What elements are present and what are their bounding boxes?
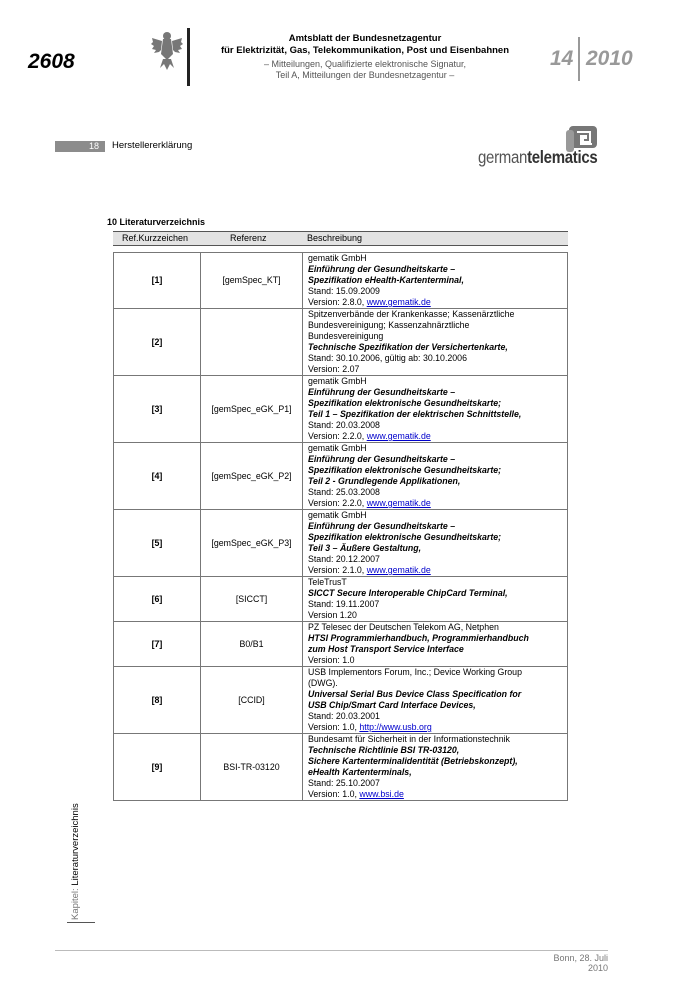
footer-divider: [55, 950, 608, 951]
description-line: [308, 387, 567, 398]
description-text: Bundesamt für Sicherheit in der Informationstechnik: [308, 734, 510, 744]
description-line: [308, 331, 567, 342]
description-line: [308, 633, 567, 644]
table-row: [114, 309, 568, 376]
description-text: TeleTrusT: [308, 577, 347, 587]
description: [303, 443, 568, 510]
description: [303, 253, 568, 309]
description-line: [308, 543, 567, 554]
description-text: gematik GmbH: [308, 510, 367, 520]
description-line: [308, 767, 567, 778]
table-row: [114, 443, 568, 510]
description-line: [308, 364, 567, 375]
description: [303, 309, 568, 376]
table-row: [114, 253, 568, 309]
reference-link[interactable]: www.gematik.de: [366, 297, 431, 307]
description-line: [308, 734, 567, 745]
section-label: Herstellererklärung: [112, 140, 193, 151]
description-line: [308, 398, 567, 409]
column-header-ref: Ref.Kurzzeichen: [122, 233, 189, 243]
description-text: Bundesvereinigung: [308, 331, 384, 341]
description-text: PZ Telesec der Deutschen Telekom AG, Netphen: [308, 622, 499, 632]
table-row: [114, 734, 568, 801]
description-line: [308, 320, 567, 331]
description-line: [308, 655, 567, 666]
description-text: Einführung der Gesundheitskarte –: [308, 387, 456, 397]
description-line: [308, 778, 567, 789]
description-line: [308, 678, 567, 689]
reference-link[interactable]: www.bsi.de: [359, 789, 404, 799]
description-text: SICCT Secure Interoperable ChipCard Terminal,: [308, 588, 508, 598]
gazette-subtitle-line-2: Teil A, Mitteilungen der Bundesnetzagentur –: [275, 70, 455, 80]
gazette-title-line-1: Amtsblatt der Bundesnetzagentur: [288, 33, 442, 44]
description-text: Version: 1.0,: [308, 722, 360, 732]
description-line: [308, 342, 567, 353]
description-line: [308, 454, 567, 465]
description: [303, 376, 568, 443]
logo-text-bold: telematics: [527, 148, 598, 168]
description-line: [308, 711, 567, 722]
federal-eagle-icon: [150, 30, 184, 72]
description-text: Technische Richtlinie BSI TR-03120,: [308, 745, 460, 755]
description-line: [308, 722, 567, 733]
description-text: USB Implementors Forum, Inc.; Device Working Group: [308, 667, 522, 677]
issue-number: 14: [550, 47, 574, 70]
description-line: [308, 487, 567, 498]
description-line: [308, 521, 567, 532]
ref-short-code: [2]: [114, 309, 201, 376]
description: [303, 622, 568, 667]
description-line: [308, 554, 567, 565]
description-line: [308, 599, 567, 610]
gazette-subtitle-line-1: – Mitteilungen, Qualifizierte elektronische Signatur,: [263, 59, 467, 69]
description-text: Universal Serial Bus Device Class Specification for: [308, 689, 522, 699]
description-text: Stand: 20.03.2008: [308, 420, 380, 430]
description-text: Technische Spezifikation der Versichertenkarte,: [308, 342, 508, 352]
ref-short-code: [4]: [114, 443, 201, 510]
description-line: [308, 465, 567, 476]
section-heading: 10 Literaturverzeichnis: [107, 217, 206, 227]
description-text: zum Host Transport Service Interface: [308, 644, 464, 654]
table-header: [113, 231, 568, 246]
description-text: Version 1.20: [308, 610, 357, 620]
description-line: [308, 510, 567, 521]
description-text: USB Chip/Smart Card Interface Devices,: [308, 700, 476, 710]
description-text: eHealth Kartenterminals,: [308, 767, 412, 777]
description-text: Version: 2.07: [308, 364, 360, 374]
issue-divider: [578, 37, 580, 81]
description-line: [308, 409, 567, 420]
description-line: [308, 443, 567, 454]
reference-key: [gemSpec_eGK_P3]: [201, 510, 303, 577]
description-text: Version: 2.2.0,: [308, 498, 367, 508]
description-line: [308, 286, 567, 297]
description-line: [308, 532, 567, 543]
description-text: Einführung der Gesundheitskarte –: [308, 264, 456, 274]
description-text: Stand: 20.12.2007: [308, 554, 380, 564]
issue-year: 2010: [586, 47, 633, 70]
description-text: gematik GmbH: [308, 376, 367, 386]
description-line: [308, 264, 567, 275]
ref-short-code: [9]: [114, 734, 201, 801]
chapter-label: [70, 803, 81, 920]
description-text: Stand: 20.03.2001: [308, 711, 380, 721]
ref-short-code: [5]: [114, 510, 201, 577]
ref-short-code: [6]: [114, 577, 201, 622]
description-text: Bundesvereinigung; Kassenzahnärztliche: [308, 320, 470, 330]
literature-table: [113, 252, 568, 801]
reference-key: [gemSpec_eGK_P1]: [201, 376, 303, 443]
description-line: [308, 420, 567, 431]
ref-short-code: [3]: [114, 376, 201, 443]
description-line: [308, 577, 567, 588]
description-text: HTSI Programmierhandbuch, Programmierhandbuch: [308, 633, 529, 643]
reference-key: BSI-TR-03120: [201, 734, 303, 801]
description-text: Version: 2.2.0,: [308, 431, 367, 441]
chapter-underline: [67, 922, 95, 923]
description-line: [308, 667, 567, 678]
description-line: [308, 689, 567, 700]
description-text: Einführung der Gesundheitskarte –: [308, 454, 456, 464]
description-line: [308, 253, 567, 264]
description-line: [308, 622, 567, 633]
description-text: Teil 2 - Grundlegende Applikationen,: [308, 476, 461, 486]
description-line: [308, 309, 567, 320]
table-row: [114, 510, 568, 577]
description: [303, 734, 568, 801]
description-text: Stand: 15.09.2009: [308, 286, 380, 296]
footer-date: Bonn, 28. Juli 2010: [553, 953, 608, 973]
column-header-reference: Referenz: [230, 233, 267, 243]
description: [303, 667, 568, 734]
description-line: [308, 745, 567, 756]
description-text: Stand: 19.11.2007: [308, 599, 380, 609]
description-text: Teil 3 – Äußere Gestaltung,: [308, 543, 422, 553]
reference-link[interactable]: http://www.usb.org: [359, 722, 432, 732]
description-text: gematik GmbH: [308, 253, 367, 263]
description-text: Version: 2.1.0,: [308, 565, 367, 575]
description-text: Version: 1.0: [308, 655, 355, 665]
section-number: 18: [55, 141, 105, 152]
description-line: [308, 756, 567, 767]
table-row: [114, 667, 568, 734]
reference-key: [gemSpec_KT]: [201, 253, 303, 309]
description-text: (DWG).: [308, 678, 338, 688]
ref-short-code: [8]: [114, 667, 201, 734]
gematik-logo-text: [478, 148, 597, 168]
description-text: Spitzenverbände der Krankenkasse; Kassenärztliche: [308, 309, 515, 319]
description-text: Version: 2.8.0,: [308, 297, 367, 307]
description-line: [308, 431, 567, 442]
table-row: [114, 622, 568, 667]
reference-key: [201, 309, 303, 376]
description-text: Spezifikation elektronische Gesundheitskarte;: [308, 532, 502, 542]
description-text: Spezifikation elektronische Gesundheitskarte;: [308, 398, 502, 408]
gazette-subtitle: [190, 59, 540, 81]
description-text: Spezifikation elektronische Gesundheitskarte;: [308, 465, 502, 475]
description-line: [308, 376, 567, 387]
table-row: [114, 577, 568, 622]
description-text: Stand: 25.10.2007: [308, 778, 380, 788]
description-line: [308, 498, 567, 509]
description-line: [308, 297, 567, 308]
description-line: [308, 476, 567, 487]
column-header-description: Beschreibung: [307, 233, 363, 243]
logo-text-light: german: [478, 148, 528, 168]
description-line: [308, 789, 567, 800]
description-text: Teil 1 – Spezifikation der elektrischen Schnittstelle,: [308, 409, 522, 419]
chapter-prefix: Kapitel:: [70, 885, 81, 920]
description-line: [308, 700, 567, 711]
reference-key: [CCID]: [201, 667, 303, 734]
description-text: Stand: 30.10.2006, gültig ab: 30.10.2006: [308, 353, 467, 363]
description-text: Spezifikation eHealth-Kartenterminal,: [308, 275, 464, 285]
description: [303, 577, 568, 622]
description-text: Version: 1.0,: [308, 789, 360, 799]
reference-key: B0/B1: [201, 622, 303, 667]
reference-key: [SICCT]: [201, 577, 303, 622]
description-text: Sichere Kartenterminalidentität (Betriebskonzept),: [308, 756, 518, 766]
page-number: 2608: [28, 50, 75, 73]
chapter-name: Literaturverzeichnis: [70, 803, 81, 886]
reference-key: [gemSpec_eGK_P2]: [201, 443, 303, 510]
description-line: [308, 588, 567, 599]
gazette-title-line-2: für Elektrizität, Gas, Telekommunikation, Post und Eisenbahnen: [220, 45, 510, 56]
description-text: Stand: 25.03.2008: [308, 487, 380, 497]
ref-short-code: [7]: [114, 622, 201, 667]
description-line: [308, 644, 567, 655]
description-text: gematik GmbH: [308, 443, 367, 453]
description-line: [308, 353, 567, 364]
ref-short-code: [1]: [114, 253, 201, 309]
description-line: [308, 275, 567, 286]
reference-link[interactable]: www.gematik.de: [366, 498, 431, 508]
description: [303, 510, 568, 577]
table-row: [114, 376, 568, 443]
description-text: Einführung der Gesundheitskarte –: [308, 521, 456, 531]
description-line: [308, 610, 567, 621]
description-line: [308, 565, 567, 576]
reference-link[interactable]: www.gematik.de: [366, 431, 431, 441]
reference-link[interactable]: www.gematik.de: [366, 565, 431, 575]
gazette-title: [190, 33, 540, 57]
